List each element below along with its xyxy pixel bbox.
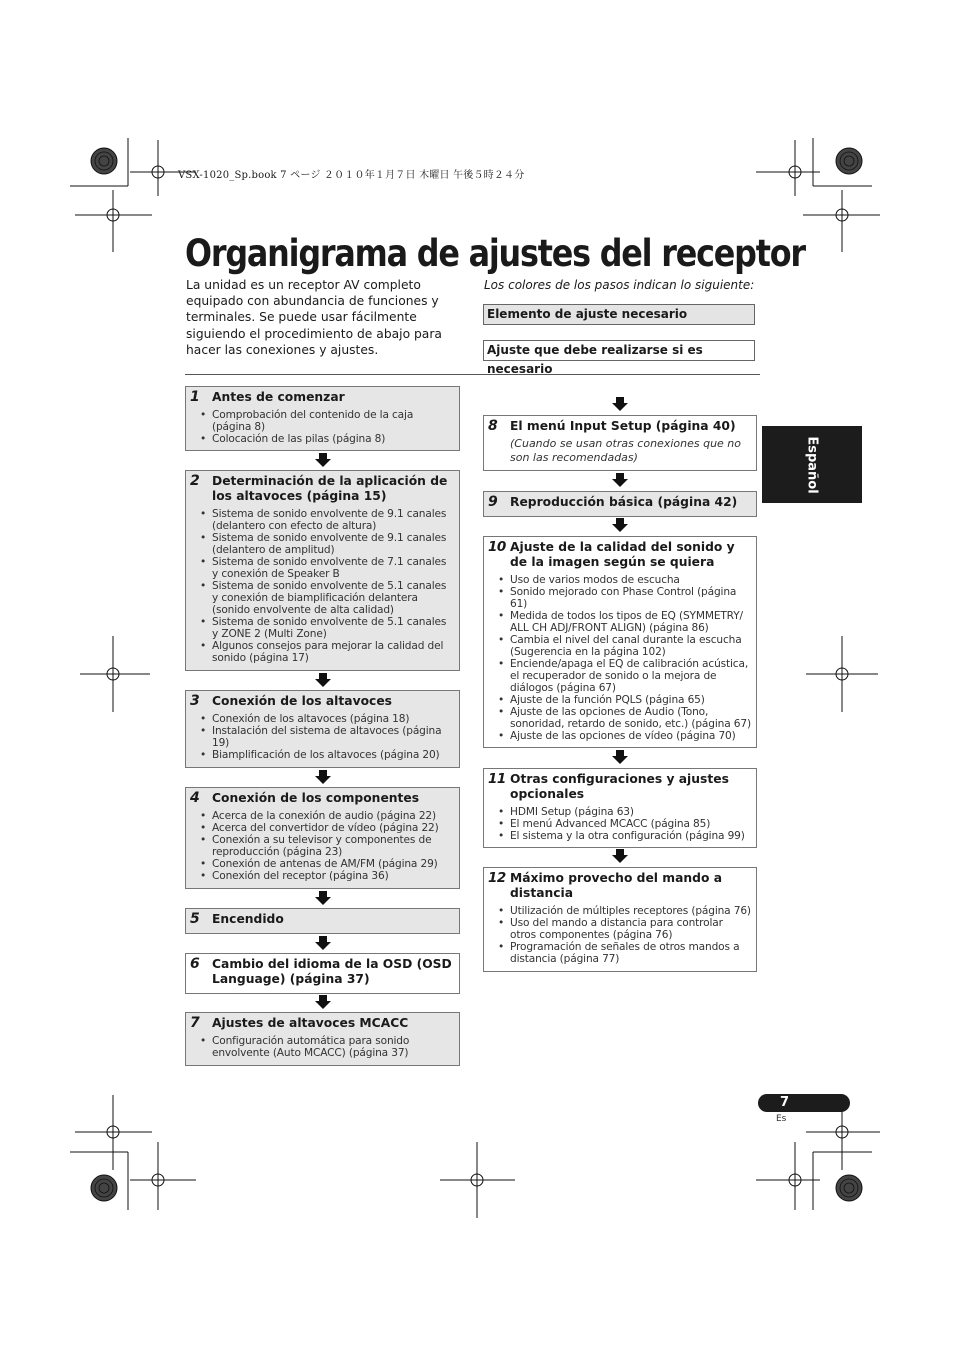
list-item: • Enciende/apaga el EQ de calibración acústica, el recuperador de sonido o la mejora de diálogos (página 67) bbox=[510, 658, 752, 694]
step-title: Cambio del idioma de la OSD (OSD Language) (página 37) bbox=[212, 957, 452, 986]
step-title: Encendido bbox=[212, 912, 284, 926]
step-title: Antes de comenzar bbox=[212, 390, 345, 404]
list-item: • Uso de varios modos de escucha bbox=[510, 574, 752, 586]
list-item: • Ajuste de las opciones de Audio (Tono, sonoridad, retardo de sonido, etc.) (página 67) bbox=[510, 706, 752, 730]
step-number: 2 bbox=[190, 473, 200, 489]
list-item: • Configuración automática para sonido envolvente (Auto MCACC) (página 37) bbox=[212, 1035, 455, 1059]
list-item: • Medida de todos los tipos de EQ (SYMMETRY/ ALL CH ADJ/FRONT ALIGN) (página 86) bbox=[510, 610, 752, 634]
list-item: • Acerca de la conexión de audio (página 22) bbox=[212, 810, 455, 822]
list-item: • Conexión de antenas de AM/FM (página 29) bbox=[212, 858, 455, 870]
list-item: • Sistema de sonido envolvente de 9.1 canales (delantero de amplitud) bbox=[212, 532, 455, 556]
arrow-down-icon bbox=[315, 891, 331, 905]
step-title: Conexión de los componentes bbox=[212, 791, 420, 805]
step-number: 12 bbox=[488, 870, 506, 886]
legend-optional: Ajuste que debe realizarse si es necesario bbox=[483, 340, 755, 361]
list-item: • El sistema y la otra configuración (página 99) bbox=[510, 830, 752, 842]
step-12 bbox=[483, 867, 757, 972]
step-4 bbox=[185, 787, 460, 889]
language-tab-label: Español bbox=[804, 435, 820, 494]
page-title: Organigrama de ajustes del receptor bbox=[185, 232, 805, 275]
file-header: VSX-1020_Sp.book 7 ページ ２０１０年１月７日 木曜日 午後５時２４分 bbox=[178, 170, 525, 181]
step-9 bbox=[483, 491, 757, 517]
list-item: • Ajuste de las opciones de vídeo (página 70) bbox=[510, 730, 752, 742]
arrow-down-icon bbox=[612, 750, 628, 764]
step-5 bbox=[185, 908, 460, 934]
list-item: • Sistema de sonido envolvente de 7.1 canales y conexión de Speaker B bbox=[212, 556, 455, 580]
page-number: 7 bbox=[780, 1095, 790, 1110]
arrow-down-icon bbox=[612, 518, 628, 532]
arrow-down-icon bbox=[315, 936, 331, 950]
step-title: Conexión de los altavoces bbox=[212, 694, 392, 708]
step-number: 4 bbox=[190, 790, 200, 806]
list-item: • Conexión a su televisor y componentes de reproducción (página 23) bbox=[212, 834, 455, 858]
step-number: 9 bbox=[488, 494, 498, 510]
list-item: • Instalación del sistema de altavoces (página 19) bbox=[212, 725, 455, 749]
language-tab bbox=[762, 426, 862, 503]
step-10 bbox=[483, 536, 757, 748]
page-language: Es bbox=[776, 1114, 787, 1124]
list-item: • Sistema de sonido envolvente de 5.1 canales y conexión de biamplificación delantera (sonido envolvente de alta calidad) bbox=[212, 580, 455, 616]
list-item: • Colocación de las pilas (página 8) bbox=[212, 433, 455, 445]
list-item: • Sonido mejorado con Phase Control (página 61) bbox=[510, 586, 752, 610]
page-number-pill bbox=[758, 1094, 850, 1112]
arrow-down-icon bbox=[315, 995, 331, 1009]
list-item: • HDMI Setup (página 63) bbox=[510, 806, 752, 818]
arrow-down-icon bbox=[315, 770, 331, 784]
step-11 bbox=[483, 768, 757, 848]
arrow-down-icon bbox=[612, 849, 628, 863]
list-item: • Ajuste de la función PQLS (página 65) bbox=[510, 694, 752, 706]
arrow-down-icon bbox=[612, 473, 628, 487]
step-title: El menú Input Setup (página 40) bbox=[510, 419, 736, 433]
legend-caption: Los colores de los pasos indican lo siguiente: bbox=[484, 278, 755, 292]
list-item: • El menú Advanced MCACC (página 85) bbox=[510, 818, 752, 830]
step-number: 11 bbox=[488, 771, 506, 787]
step-number: 7 bbox=[190, 1015, 200, 1031]
step-note: (Cuando se usan otras conexiones que no son las recomendadas) bbox=[510, 437, 742, 464]
step-number: 8 bbox=[488, 418, 498, 434]
list-item: • Utilización de múltiples receptores (página 76) bbox=[510, 905, 752, 917]
list-item: • Sistema de sonido envolvente de 9.1 canales (delantero con efecto de altura) bbox=[212, 508, 455, 532]
list-item: • Algunos consejos para mejorar la calidad del sonido (página 17) bbox=[212, 640, 455, 664]
arrow-down-icon bbox=[315, 673, 331, 687]
list-item: • Conexión de los altavoces (página 18) bbox=[212, 713, 455, 725]
step-6 bbox=[185, 953, 460, 994]
step-number: 5 bbox=[190, 911, 200, 927]
legend-required: Elemento de ajuste necesario bbox=[483, 304, 755, 325]
list-item: • Acerca del convertidor de vídeo (página 22) bbox=[212, 822, 455, 834]
intro-paragraph: La unidad es un receptor AV completo equipado con abundancia de funciones y terminales. Se puede usar fácilmente siguiendo el procedimiento de abajo para hacer las conexiones y ajustes. bbox=[186, 278, 442, 357]
step-title: Máximo provecho del mando a distancia bbox=[510, 871, 723, 900]
list-item: • Programación de señales de otros mandos a distancia (página 77) bbox=[510, 941, 752, 965]
list-item: • Cambia el nivel del canal durante la escucha (Sugerencia en la página 102) bbox=[510, 634, 752, 658]
list-item: • Comprobación del contenido de la caja (página 8) bbox=[212, 409, 455, 433]
step-title: Reproducción básica (página 42) bbox=[510, 495, 738, 509]
step-number: 3 bbox=[190, 693, 200, 709]
step-2 bbox=[185, 470, 460, 671]
list-item: • Uso del mando a distancia para controlar otros componentes (página 76) bbox=[510, 917, 752, 941]
list-item: • Biamplificación de los altavoces (página 20) bbox=[212, 749, 455, 761]
step-title: Ajustes de altavoces MCACC bbox=[212, 1016, 409, 1030]
step-8 bbox=[483, 415, 757, 471]
step-1 bbox=[185, 386, 460, 451]
step-title: Otras configuraciones y ajustes opcionales bbox=[510, 772, 729, 801]
arrow-down-icon bbox=[612, 397, 628, 411]
step-7 bbox=[185, 1012, 460, 1066]
step-title: Determinación de la aplicación de los altavoces (página 15) bbox=[212, 474, 448, 503]
step-title: Ajuste de la calidad del sonido y de la imagen según se quiera bbox=[510, 540, 735, 569]
step-number: 1 bbox=[190, 389, 200, 405]
divider bbox=[185, 374, 760, 375]
arrow-down-icon bbox=[315, 453, 331, 467]
step-number: 10 bbox=[488, 539, 506, 555]
list-item: • Sistema de sonido envolvente de 5.1 canales y ZONE 2 (Multi Zone) bbox=[212, 616, 455, 640]
list-item: • Conexión del receptor (página 36) bbox=[212, 870, 455, 882]
step-number: 6 bbox=[190, 956, 200, 972]
step-3 bbox=[185, 690, 460, 768]
